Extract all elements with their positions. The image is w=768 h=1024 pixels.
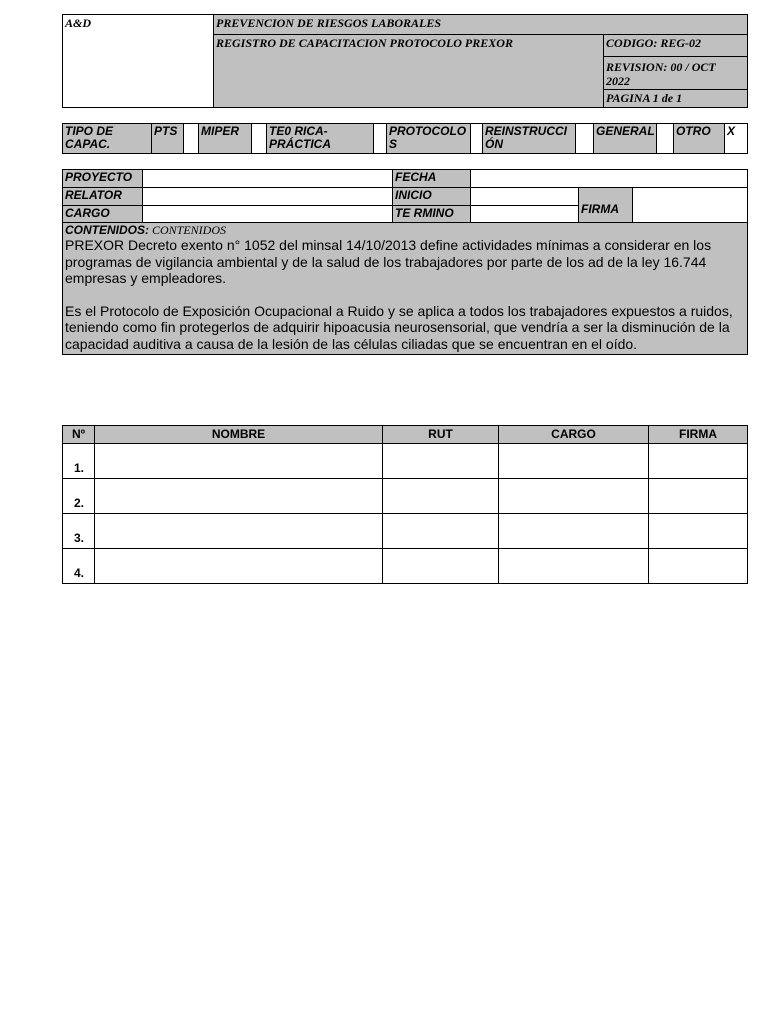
label-cargo: CARGO [63,206,143,223]
tipo-capacitacion-row [62,123,748,154]
proyecto-field[interactable] [143,170,393,188]
termino-field[interactable] [471,206,579,223]
option-miper: MIPER [199,124,252,153]
label-fecha: FECHA [393,170,471,188]
firma-cell[interactable] [649,549,747,583]
label-proyecto: PROYECTO [63,170,143,188]
contenidos-label: CONTENIDOS: [65,223,149,237]
cargo-cell[interactable] [499,549,649,583]
option-reinstruccion: REINSTRUCCI ÓN [483,124,576,153]
table-row [63,479,747,514]
table-row [63,549,747,583]
num-cell [63,549,95,583]
cargo-field[interactable] [143,206,393,223]
rut-cell[interactable] [383,514,499,548]
option-general: GENERAL [594,124,657,153]
table-row [63,514,747,549]
firma-cell[interactable] [649,444,747,478]
rut-cell[interactable] [383,479,499,513]
rut-cell[interactable] [383,444,499,478]
company-name: A&D [63,15,214,107]
header-rut: RUT [383,426,499,444]
firma-cell[interactable] [649,514,747,548]
nombre-cell[interactable] [95,479,383,513]
header-nombre: NOMBRE [95,426,383,444]
option-otro: OTRO [674,124,725,153]
document-title: PREVENCION DE RIESGOS LABORALES [214,15,747,35]
checkbox-teorica-practica[interactable] [374,124,387,153]
checkbox-reinstruccion[interactable] [576,124,594,153]
contenidos-label-serif: CONTENIDOS [149,223,227,237]
num-cell [63,479,95,513]
rut-cell[interactable] [383,549,499,583]
label-relator: RELATOR [63,188,143,206]
contenidos-paragraph-2: Es el Protocolo de Exposición Ocupacional a Ruido y se aplica a todos los trabajadores expuestos a ruidos, teniendo como fin protegerlos de adquirir hipoacusia neurosensorial, que vendría a ser la disminución de la capacidad auditiva a causa de la lesión de las células ciliadas que se encuentran en el oído. [65,302,733,352]
relator-field[interactable] [143,188,393,206]
header-block [62,14,748,108]
info-block [62,169,748,355]
row-number: 3. [73,531,84,545]
cargo-cell[interactable] [499,444,649,478]
checkbox-miper[interactable] [252,124,267,153]
tipo-label: TIPO DE CAPAC. [63,124,152,153]
label-firma: FIRMA [579,188,633,223]
option-protocolos: PROTOCOLO S [387,124,471,153]
row-number: 2. [73,496,84,510]
nombre-cell[interactable] [95,514,383,548]
contenidos-section [63,223,747,354]
fecha-field[interactable] [471,170,747,188]
header-num: Nº [63,426,95,444]
cargo-cell[interactable] [499,514,649,548]
table-row [63,444,747,479]
header-cargo: CARGO [499,426,649,444]
firma-cell[interactable] [649,479,747,513]
label-termino: TE RMINO [393,206,471,223]
num-cell [63,444,95,478]
inicio-field[interactable] [471,188,579,206]
option-teorica-practica: TE0 RICA- PRÁCTICA [267,124,374,153]
revision-line1: REVISION: 00 / OCT [606,60,716,74]
checkbox-pts[interactable] [184,124,199,153]
label-inicio: INICIO [393,188,471,206]
document-subtitle: REGISTRO DE CAPACITACION PROTOCOLO PREXOR [214,35,604,107]
firma-field[interactable] [633,188,747,223]
attendance-table [62,425,748,584]
pagina-cell: PAGINA 1 de 1 [604,90,747,107]
nombre-cell[interactable] [95,444,383,478]
checkbox-protocolos[interactable] [471,124,483,153]
num-cell [63,514,95,548]
option-pts: PTS [152,124,184,153]
revision-line2: 2022 [606,74,630,88]
checkbox-otro[interactable]: X [725,124,747,153]
header-firma: FIRMA [649,426,747,444]
codigo-cell: CODIGO: REG-02 [604,35,747,57]
revision-cell [604,57,747,90]
cargo-cell[interactable] [499,479,649,513]
row-number: 1. [73,461,84,475]
nombre-cell[interactable] [95,549,383,583]
row-number: 4. [73,566,84,580]
contenidos-paragraph-1: PREXOR Decreto exento n° 1052 del minsal 14/10/2013 define actividades mínimas a considerar en los programas de vigilancia ambiental y de la salud de los trabajadores por parte de los ad de la ley 16.744 empresas y empleadores. [65,237,712,286]
checkbox-general[interactable] [657,124,674,153]
